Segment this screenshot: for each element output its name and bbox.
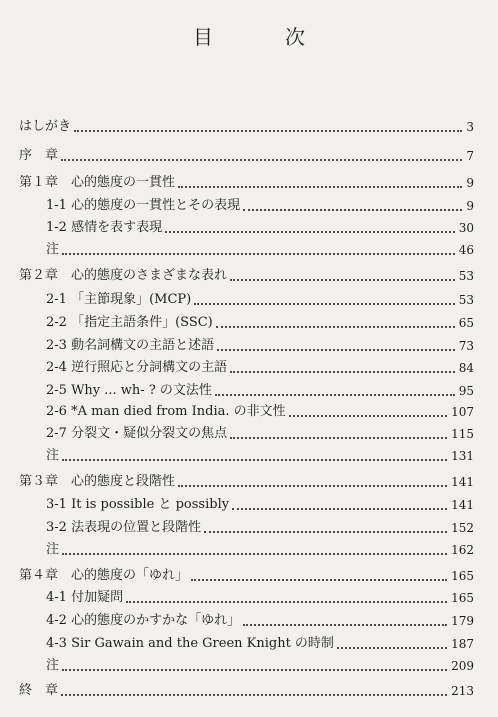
toc-page-number: 213 [449,681,474,701]
dot-leader [232,508,447,510]
toc-entry-label: 序 章 [19,146,61,166]
dot-leader [62,553,447,555]
toc-section-row [0,634,498,654]
toc-entry-label: 注 [46,540,62,560]
toc-section-row [0,290,498,310]
dot-leader [230,279,455,281]
toc-entry-label: 4-3 Sir Gawain and the Green Knight の時制 [46,634,337,654]
dot-leader [178,485,447,487]
toc-section-row [0,218,498,238]
toc-entry-label: 2-4 逆行照応と分詞構文の主語 [46,358,230,378]
toc-entry-label: 第３章 心的態度と段階性 [19,472,178,492]
dot-leader [178,186,462,188]
toc-section-row [0,588,498,608]
dot-leader [74,130,462,132]
dot-leader [243,624,447,626]
toc-section-row [0,446,498,466]
toc-page-number: 3 [464,117,474,137]
toc-page-number: 46 [457,240,474,260]
toc-page-number: 53 [457,266,474,286]
toc-entry-label: はしがき [19,117,74,137]
toc-entry-label: 第４章 心的態度の「ゆれ」 [19,566,191,586]
dot-leader [194,303,455,305]
toc-page-number: 141 [449,495,474,515]
toc-entry-label: 2-3 動名詞構文の主語と述語 [46,336,217,356]
toc-page-number: 9 [464,196,474,216]
toc-entry-label: 2-7 分裂文・疑似分裂文の焦点 [46,424,230,444]
toc-entry-label: 終 章 [19,681,61,701]
toc-page-number: 141 [449,472,474,492]
dot-leader [204,531,447,533]
toc-page-number: 9 [464,173,474,193]
dot-leader [216,326,455,328]
toc-section-row [0,358,498,378]
toc-page-number: 187 [449,634,474,654]
toc-section-row [0,402,498,422]
toc-entry-label: 注 [46,446,62,466]
page-title: 目 次 [193,25,331,49]
toc-section-row [0,518,498,538]
toc-section-row [0,424,498,444]
dot-leader [230,437,447,439]
toc-section-row [0,313,498,333]
dot-leader [62,253,455,255]
toc-page-number: 30 [457,218,474,238]
toc-page-number: 65 [457,313,474,333]
toc-section-row [0,381,498,401]
toc-chapter-row [0,173,498,193]
dot-leader [62,669,447,671]
dot-leader [230,371,455,373]
dot-leader [243,209,462,211]
toc-chapter-row [0,472,498,492]
toc-entry-label: 4-1 付加疑問 [46,588,126,608]
toc-page-number: 84 [457,358,474,378]
toc-chapter-row [0,146,498,166]
toc-section-row [0,240,498,260]
toc-section-row [0,656,498,676]
toc-page-number: 73 [457,336,474,356]
dot-leader [61,694,447,696]
toc-entry-label: 1-2 感情を表す表現 [46,218,165,238]
toc-entry-label: 第２章 心的態度のさまざまな表れ [19,266,230,286]
toc-chapter-row [0,266,498,286]
dot-leader [337,647,447,649]
dot-leader [191,579,447,581]
toc-section-row [0,611,498,631]
toc-section-row [0,540,498,560]
toc-page-number: 95 [457,381,474,401]
dot-leader [289,415,447,417]
dot-leader [61,159,462,161]
toc-page-number: 162 [449,540,474,560]
toc-entry-label: 3-2 法表現の位置と段階性 [46,518,204,538]
toc-page-number: 209 [449,656,474,676]
toc-entry-label: 4-2 心的態度のかすかな「ゆれ」 [46,611,243,631]
toc-entry-label: 1-1 心的態度の一貫性とその表現 [46,196,243,216]
toc-page-number: 115 [449,424,474,444]
toc-entry-label: 注 [46,656,62,676]
toc-entry-label: 2-6 *A man died from India. の非文性 [46,402,289,422]
toc-entry-label: 注 [46,240,62,260]
toc-page-number: 179 [449,611,474,631]
toc-entry-label: 2-2 「指定主語条件」(SSC) [46,313,216,333]
toc-page-number: 131 [449,446,474,466]
dot-leader [165,231,455,233]
toc-page-number: 7 [464,146,474,166]
toc-chapter-row [0,117,498,137]
toc-page-number: 165 [449,588,474,608]
toc-entry-label: 2-1 「主節現象」(MCP) [46,290,194,310]
toc-chapter-row [0,566,498,586]
toc-entry-label: 2-5 Why ... wh- ? の文法性 [46,381,215,401]
toc-page-number: 107 [449,402,474,422]
toc-page-number: 53 [457,290,474,310]
toc-entry-label: 第１章 心的態度の一貫性 [19,173,178,193]
toc-entry-label: 3-1 It is possible と possibly [46,495,232,515]
toc-section-row [0,336,498,356]
toc-chapter-row [0,681,498,701]
dot-leader [62,459,447,461]
toc-page-number: 152 [449,518,474,538]
toc-section-row [0,495,498,515]
dot-leader [215,394,455,396]
toc-page-number: 165 [449,566,474,586]
dot-leader [126,601,447,603]
dot-leader [217,349,455,351]
toc-section-row [0,196,498,216]
